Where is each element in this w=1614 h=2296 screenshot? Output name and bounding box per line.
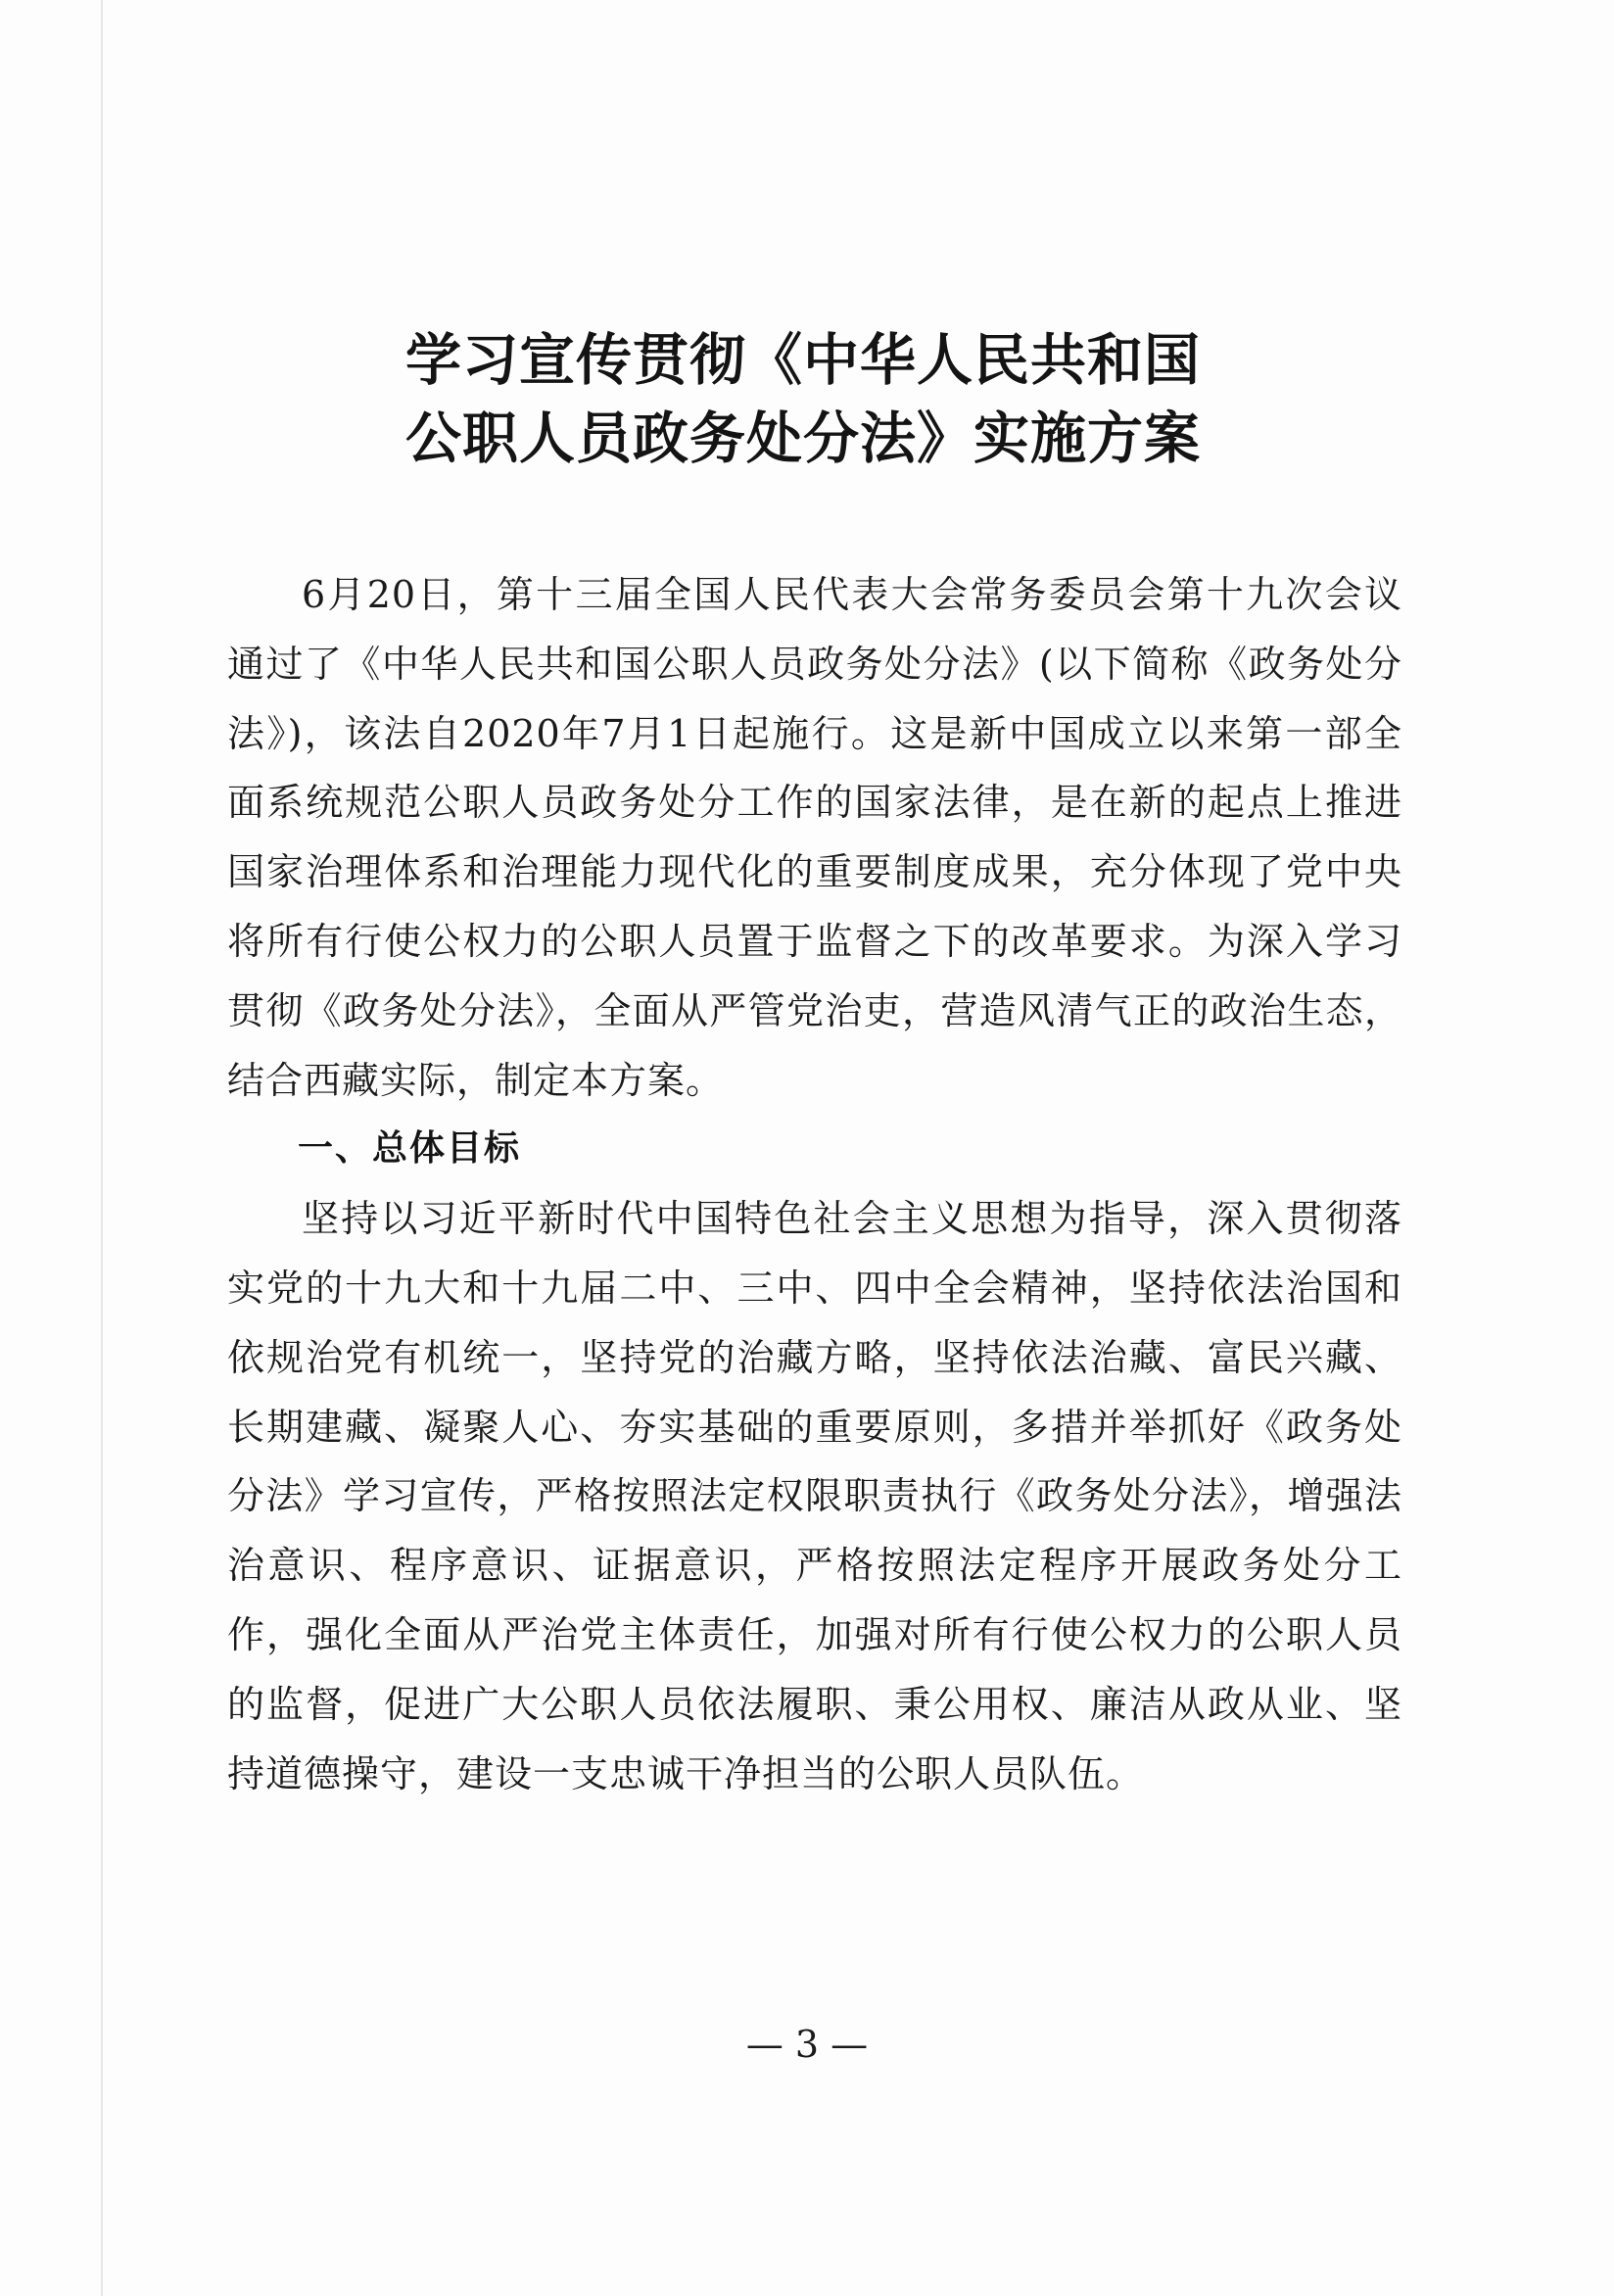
section-paragraph-overall-goal: 坚持以习近平新时代中国特色社会主义思想为指导，深入贯彻落实党的十九大和十九届二中、三中、四中全会精神，坚持依法治国和依规治党有机统一，坚持党的治藏方略，坚持依法治藏、富民兴藏、长期建藏、凝聚人心、夯实基础的重要原则，多措并举抓好《政务处分法》学习宣传，严格按照法定权限职责执行《政务处分法》，增强法治意识、程序意识、证据意识，严格按照法定程序开展政务处分工作，强化全面从严治党主体责任，加强对所有行使公权力的公职人员的监督，促进广大公职人员依法履职、秉公用权、廉洁从政从业、坚持道德操守，建设一支忠诚干净担当的公职人员队伍。 xyxy=(227,1197,1402,1795)
document-body xyxy=(227,560,1402,1808)
scan-gutter-line xyxy=(101,0,103,2296)
document-title-line-1: 学习宣传贯彻《中华人民共和国 xyxy=(405,328,1201,393)
intro-paragraph: 6月20日，第十三届全国人民代表大会常务委员会第十九次会议通过了《中华人民共和国公职人员政务处分法》(以下简称《政务处分法》)，该法自2020年7月1日起施行。这是新中国成立以来第一部全面系统规范公职人员政务处分工作的国家法律，是在新的起点上推进国家治理体系和治理能力现代化的重要制度成果，充分体现了党中央将所有行使公权力的公职人员置于监督之下的改革要求。为深入学习贯彻《政务处分法》，全面从严管党治吏，营造风清气正的政治生态，结合西藏实际，制定本方案。 xyxy=(227,573,1402,1102)
document-title-line-2: 公职人员政务处分法》实施方案 xyxy=(405,407,1201,471)
section-heading-overall-goal: 一、总体目标 xyxy=(298,1128,522,1170)
page-number: — 3 — xyxy=(745,2023,869,2066)
